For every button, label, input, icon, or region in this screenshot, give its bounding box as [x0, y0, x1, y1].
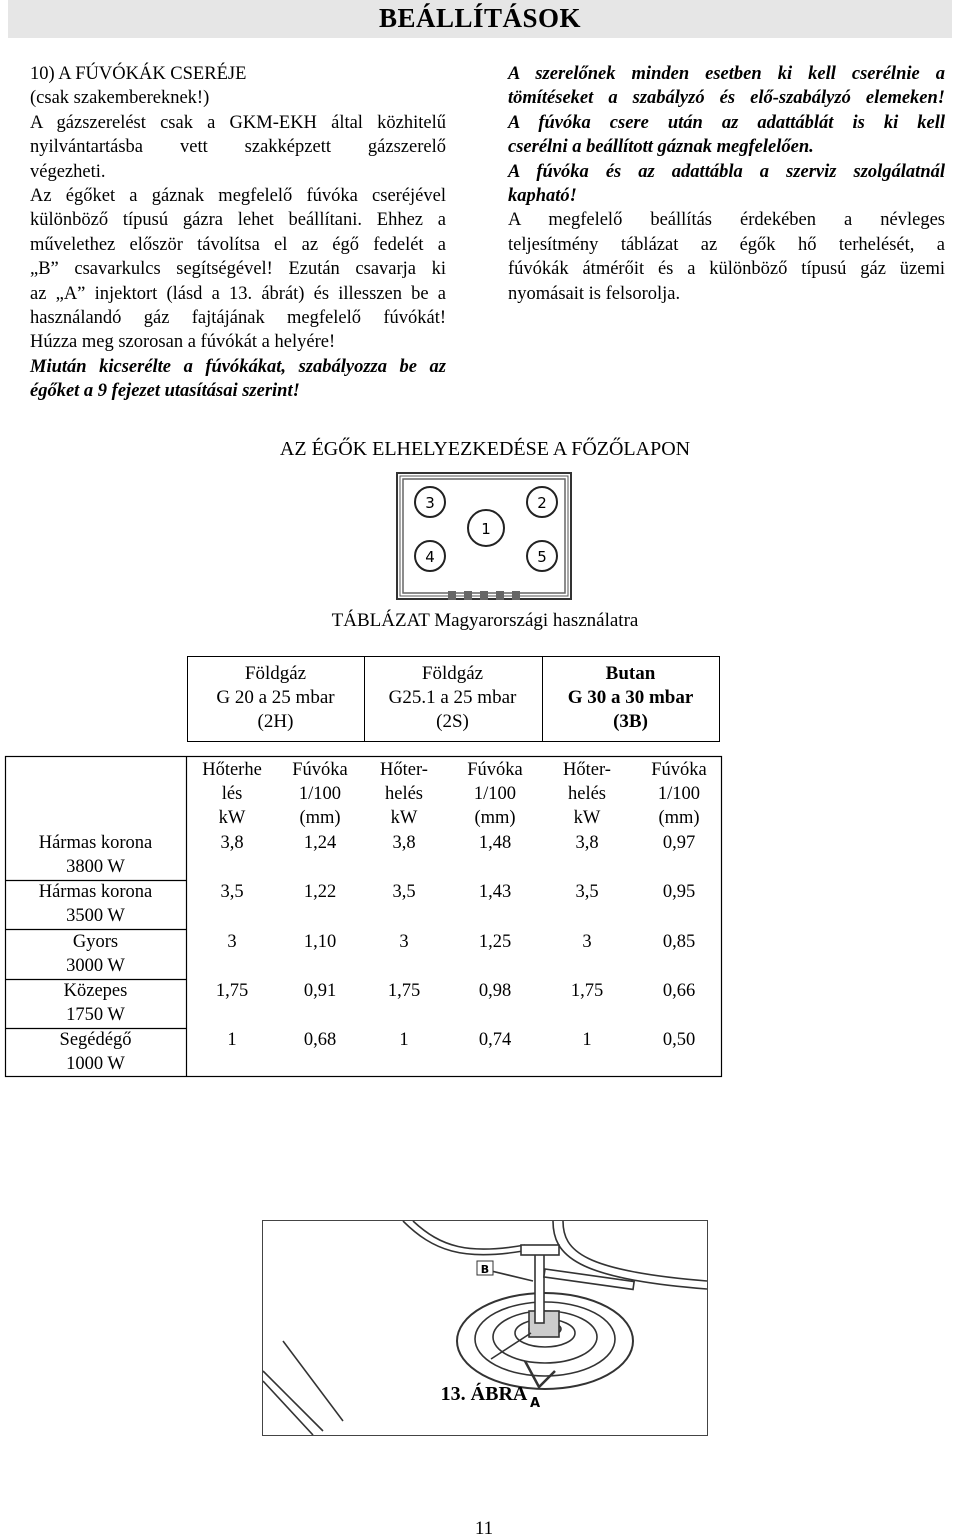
burner-section-title: AZ ÉGŐK ELHELYEZKEDÉSE A FŐZŐLAPON: [279, 438, 691, 460]
burner-label: 3: [425, 494, 435, 512]
table-cell: 1,75: [570, 981, 604, 1001]
burner-4: [415, 541, 445, 571]
table-cell: 3: [227, 932, 237, 952]
gas-header-g25: [364, 662, 541, 748]
burner-label: 2: [537, 494, 547, 512]
table-cell: 0,74: [478, 1030, 512, 1050]
gas-type: Butan: [605, 663, 656, 684]
table-cell: 1,25: [478, 932, 512, 952]
svg-text:A: A: [529, 1396, 541, 1411]
table-cell: 3,8: [220, 833, 244, 853]
table-cell: 1: [399, 1030, 409, 1050]
svg-text:B: B: [480, 1263, 490, 1276]
italic-line: kapható!: [508, 186, 577, 207]
table-cell: 3,5: [220, 882, 244, 902]
table-cell: 1,22: [303, 882, 337, 902]
burner-label: 5: [537, 548, 547, 566]
table-cell: 3,5: [392, 882, 416, 902]
italic-line: tömítéseket a szabályzó és elő-szabályzó elemeken!: [508, 88, 945, 109]
left-column: [30, 62, 446, 404]
page-number: 11: [474, 1518, 494, 1539]
right-column: [508, 62, 945, 306]
text-line: A megfelelő beállítás érdekében a névleges: [508, 210, 945, 231]
table-cell: 1,48: [478, 833, 512, 853]
text-line: A gázszerelést csak a GKM-EKH által közhitelű: [30, 112, 446, 133]
burner-label: 4: [425, 548, 435, 566]
gas-header-g30: [541, 662, 720, 748]
text-line: művelethez először távolítsa el az égő fedelét a: [30, 234, 446, 255]
table-cell: 3,8: [392, 833, 416, 853]
burner-label: 1: [481, 520, 491, 538]
table-cell: 0,50: [662, 1030, 696, 1050]
table-cell: 1,43: [478, 882, 512, 902]
italic-line: cserélni a beállított gáznak megfelelően.: [508, 137, 814, 158]
text-line: fúvókák átmérőit és a különböző típusú gáz üzemi: [508, 259, 945, 280]
table-cell: 3,5: [575, 882, 599, 902]
row-label: Közepes 1750 W: [63, 981, 128, 1025]
italic-line: A fúvóka és az adattábla a szerviz szolgálatnál: [508, 161, 945, 182]
label-b: [477, 1261, 493, 1276]
table-cell: 1,24: [303, 833, 337, 853]
table-cell: 0,68: [303, 1030, 337, 1050]
table-cell: 0,95: [662, 882, 696, 902]
table-cell: 3,8: [575, 833, 599, 853]
gas-pressure: G 30 a 30 mbar: [567, 687, 694, 708]
burner-3: [415, 487, 445, 517]
table-cell: 3: [399, 932, 409, 952]
table-cell: 1,75: [387, 981, 421, 1001]
text-line: különböző típusú gázra lehet beállítani. Ehhez a: [30, 210, 446, 231]
gas-code: (2H): [257, 711, 294, 732]
section-heading: 10) A FÚVÓKÁK CSERÉJE: [30, 64, 247, 84]
gas-code: (3B): [613, 711, 648, 732]
col-header-heat-2: Hőter- helés kW: [380, 760, 428, 828]
gas-code: (2S): [436, 711, 469, 732]
table-cell: 0,85: [662, 932, 696, 952]
gas-pressure: G 20 a 25 mbar: [216, 687, 335, 708]
text-line: Húzza meg szorosan a fúvókát a helyére!: [30, 332, 336, 353]
italic-line: A fúvóka csere után az adattáblát is ki kell: [508, 112, 945, 133]
text-line: végezheti.: [30, 161, 106, 182]
table-cell: 1: [227, 1030, 237, 1050]
section-subheading: (csak szakembereknek!): [30, 88, 210, 109]
italic-line: égőket a 9 fejezet utasításai szerint!: [30, 381, 300, 402]
gas-header-g20: [187, 662, 364, 748]
page-title: BEÁLLÍTÁSOK: [378, 3, 582, 33]
row-label: Gyors 3000 W: [66, 932, 125, 976]
row-label: Segédégő 1000 W: [59, 1030, 132, 1074]
col-header-heat-3: Hőter- helés kW: [563, 760, 611, 828]
burner-1: [468, 510, 504, 546]
italic-line: A szerelőnek minden esetben ki kell cserélnie a: [508, 64, 945, 84]
row-label: Hármas korona 3800 W: [38, 833, 153, 877]
figure-caption: 13. ÁBRA: [440, 1383, 528, 1405]
col-header-nozzle-2: Fúvóka 1/100 (mm): [467, 760, 523, 828]
text-line: teljesítmény táblázat az égők hő terhelését, a: [508, 234, 945, 255]
table-cell: 3: [582, 932, 592, 952]
cooktop-diagram: [396, 472, 572, 600]
gas-pressure: G25.1 a 25 mbar: [388, 687, 517, 708]
burner-2: [527, 487, 557, 517]
text-line: „B” csavarkulcs segítségével! Ezután csavarja ki: [30, 259, 446, 280]
table-cell: 1,75: [215, 981, 249, 1001]
text-line: az „A” injektort (lásd a 13. ábrát) és illesszen be a: [30, 283, 446, 304]
burner-5: [527, 541, 557, 571]
text-line: használandó gáz fajtájának megfelelő fúvókát!: [30, 308, 446, 329]
table-cell: 0,98: [478, 981, 512, 1001]
row-label: Hármas korona 3500 W: [38, 882, 153, 926]
text-line: nyilvántartásba vett szakképzett gázszerelő: [30, 137, 446, 158]
text-line: Az égőket a gáznak megfelelő fúvóka cseréjével: [30, 186, 446, 207]
table-cell: 0,91: [303, 981, 337, 1001]
col-header-nozzle-3: Fúvóka 1/100 (mm): [651, 760, 707, 828]
table-title: TÁBLÁZAT Magyarországi használatra: [331, 610, 639, 631]
table-cell: 0,66: [662, 981, 696, 1001]
col-header-nozzle-1: Fúvóka 1/100 (mm): [292, 760, 348, 828]
table-cell: 1: [582, 1030, 592, 1050]
gas-type: Földgáz: [421, 663, 484, 684]
col-header-heat-1: Hőterhe lés kW: [202, 760, 262, 828]
italic-line: Miután kicserélte a fúvókákat, szabályozza be az: [30, 356, 446, 377]
table-cell: 0,97: [662, 833, 696, 853]
table-cell: 1,10: [303, 932, 337, 952]
text-line: nyomásait is felsorolja.: [508, 283, 681, 304]
gas-type: Földgáz: [244, 663, 307, 684]
